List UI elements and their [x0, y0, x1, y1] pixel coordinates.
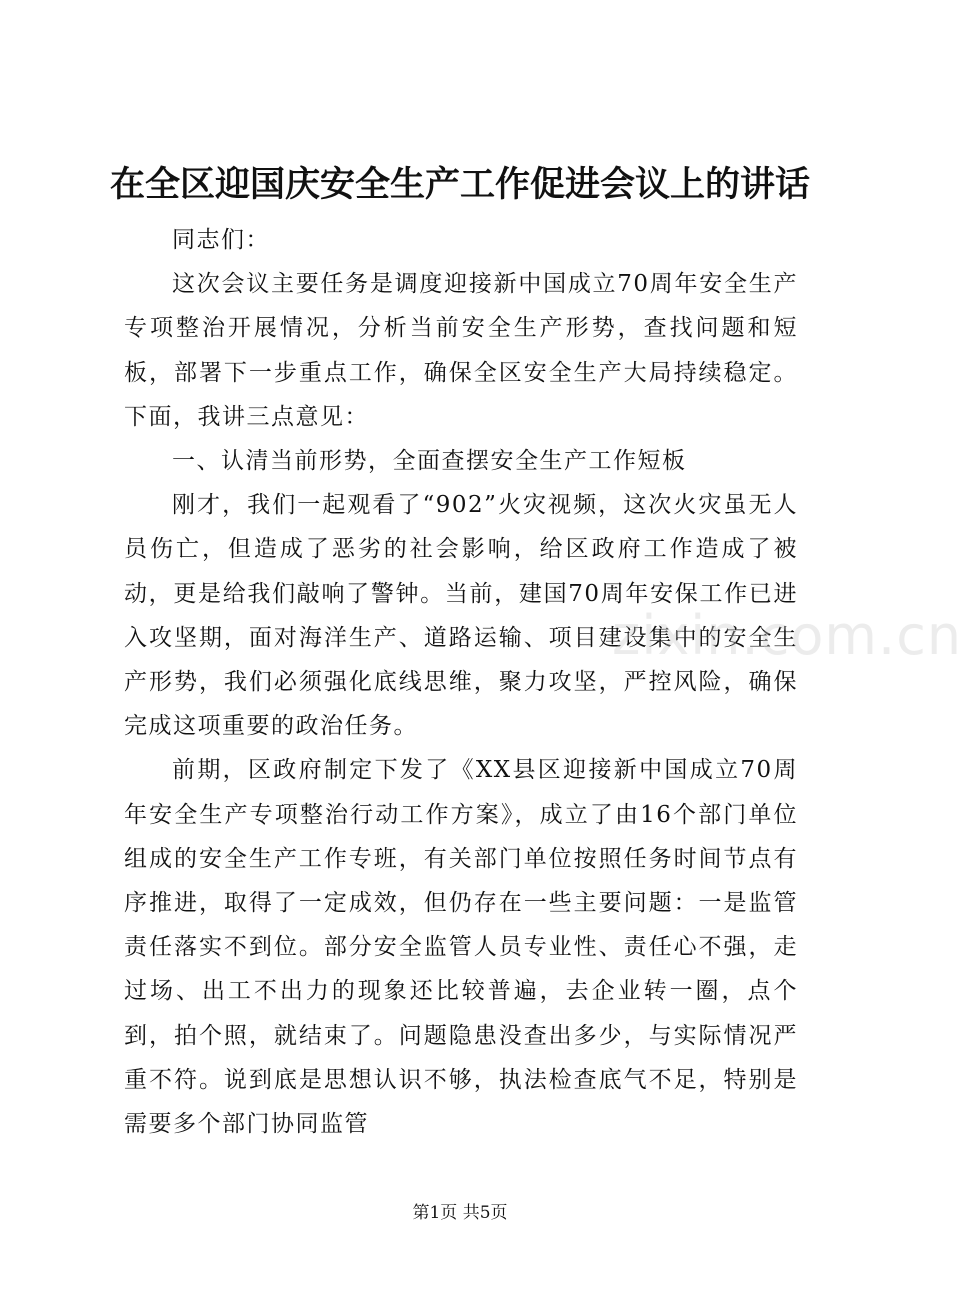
paragraph-intro: 这次会议主要任务是调度迎接新中国成立70周年安全生产专项整治开展情况，分析当前安全生产形势，查找问题和短板，部署下一步重点工作，确保全区安全生产大局持续稳定。下面，我讲三点意见： [124, 271, 798, 430]
paragraph-situation: 刚才，我们一起观看了“902”火灾视频，这次火灾虽无人员伤亡，但造成了恶劣的社会影响，给区政府工作造成了被动，更是给我们敲响了警钟。当前，建国70周年安保工作已进入攻坚期，面对海洋生产、道路运输、项目建设集中的安全生产形势，我们必须强化底线思维，聚力攻坚，严控风险，确保完成这项重要的政治任务。 [124, 492, 798, 740]
section-heading-1: 一、认清当前形势，全面查摆安全生产工作短板 [172, 448, 687, 475]
paragraph-problems: 前期，区政府制定下发了《XX县区迎接新中国成立70周年安全生产专项整治行动工作方案》，成立了由16个部门单位组成的安全生产工作专班，有关部门单位按照任务时间节点有序推进，取得了一定成效，但仍存在一些主要问题：一是监管责任落实不到位。部分安全监管人员专业性、责任心不强，走过场、出工不出力的现象还比较普遍，去企业转一圈，点个到，拍个照，就结束了。问题隐患没查出多少，与实际情况严重不符。说到底是思想认识不够，执法检查底气不足，特别是需要多个部门协同监管 [124, 757, 798, 1138]
page-footer: 第1页 共5页 [412, 1203, 508, 1223]
watermark: zixin.com.cn [612, 604, 962, 667]
document-title: 在全区迎国庆安全生产工作促进会议上的讲话 [109, 165, 810, 205]
paragraph-greeting: 同志们： [172, 227, 270, 253]
document-body [124, 218, 798, 1146]
